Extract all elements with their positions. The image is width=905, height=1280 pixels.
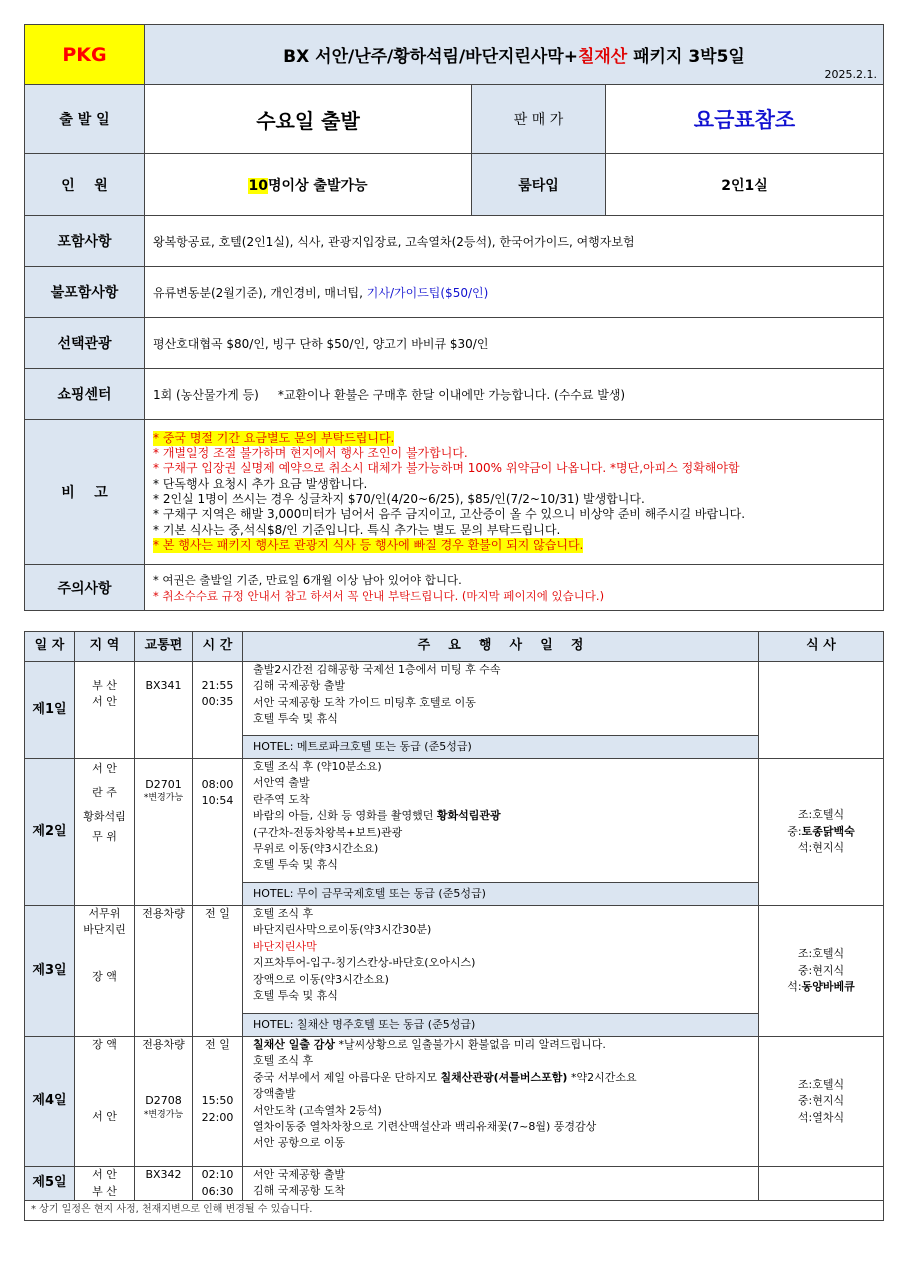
departure-label: 출 발 일 bbox=[25, 85, 145, 154]
title-highlight: 칠재산 bbox=[577, 47, 628, 67]
departure-value: 수요일 출발 bbox=[145, 85, 472, 154]
day-activities: 호텔 조식 후 (약10분소요) 서안역 출발 란주역 도착 바람의 아들, 신화 등 영화를 촬영했던 황화석림관광 (구간차-전동차왕복+보트)관광 무위로 이동(약3시간소요) 호텔 투숙 및 휴식 bbox=[243, 759, 759, 883]
day-meals bbox=[759, 662, 884, 759]
day-label: 제2일 bbox=[25, 759, 75, 906]
col-header-transport: 교통편 bbox=[135, 632, 193, 662]
col-header-itinerary: 주 요 행 사 일 정 bbox=[243, 632, 759, 662]
col-header-day: 일 자 bbox=[25, 632, 75, 662]
day-meals: 조:호텔식 중:현지식 석:열차식 bbox=[759, 1037, 884, 1167]
caution-item: * 취소수수료 규정 안내서 참고 하셔서 꼭 안내 부탁드립니다. (마지막 페이지에 있습니다.) bbox=[153, 588, 605, 603]
remark-item: * 2인실 1명이 쓰시는 경우 싱글차지 $70/인(4/20~6/25), $85/인(7/2~10/31) 발생합니다. bbox=[153, 492, 645, 506]
day-label: 제5일 bbox=[25, 1167, 75, 1201]
day-transport: 전용차량 D2708 *변경가능 bbox=[135, 1037, 193, 1167]
info-table bbox=[24, 24, 884, 611]
day-times: 02:10 06:30 bbox=[193, 1167, 243, 1201]
shopping-value: 1회 (농산물가게 등) *교환이나 환불은 구매후 한달 이내에만 가능합니다. (수수료 발생) bbox=[145, 369, 884, 420]
remarks-label: 비 고 bbox=[25, 420, 145, 565]
col-header-region: 지 역 bbox=[75, 632, 135, 662]
day-transport: BX341 bbox=[135, 662, 193, 759]
excluded-label: 불포함사항 bbox=[25, 267, 145, 318]
remark-item: * 중국 명절 기간 요금별도 문의 부탁드립니다. bbox=[153, 430, 395, 445]
day-label: 제4일 bbox=[25, 1037, 75, 1167]
day-times: 전 일 bbox=[193, 906, 243, 1037]
included-value: 왕복항공료, 호텔(2인1실), 식사, 관광지입장료, 고속열차(2등석), 한국어가이드, 여행자보험 bbox=[145, 216, 884, 267]
day-activities: 호텔 조식 후 바단지린사막으로이동(약3시간30분) 바단지린사막 지프차투어-입구-칭기스칸상-바단호(오아시스) 장액으로 이동(약3시간소요) 호텔 투숙 및 휴식 bbox=[243, 906, 759, 1014]
day-regions: 부 산 서 안 bbox=[75, 662, 135, 759]
schedule-footnote: * 상기 일정은 현지 사정, 천재지변으로 인해 변경될 수 있습니다. bbox=[25, 1201, 884, 1221]
caution-list bbox=[145, 565, 884, 611]
day-activities: 출발2시간전 김해공항 국제선 1층에서 미팅 후 수속 김해 국제공항 출발 서안 국제공항 도착 가이드 미팅후 호텔로 이동 호텔 투숙 및 휴식 bbox=[243, 662, 759, 736]
issue-date: 2025.2.1. bbox=[824, 68, 877, 81]
excluded-value: 유류변동분(2월기준), 개인경비, 매너팁, 기사/가이드팁($50/인) bbox=[145, 267, 884, 318]
remark-item: * 구채구 지역은 해발 3,000미터가 넘어서 음주 금지이고, 고산증이 올 수 있으니 비상약 준비 해주시길 바랍니다. bbox=[153, 507, 746, 522]
day-times: 전 일 15:50 22:00 bbox=[193, 1037, 243, 1167]
day-times: 21:55 00:35 bbox=[193, 662, 243, 759]
day-hotel: HOTEL: 무이 금무국제호텔 또는 동급 (준5성급) bbox=[243, 883, 759, 906]
price-label: 판 매 가 bbox=[472, 85, 606, 154]
remark-item: * 개별일정 조절 불가하며 현지에서 행사 조인이 불가합니다. bbox=[153, 446, 468, 461]
day-regions: 서 안 부 산 bbox=[75, 1167, 135, 1201]
day-meals: 조:호텔식 중:토종닭백숙 석:현지식 bbox=[759, 759, 884, 906]
day-transport: 전용차량 bbox=[135, 906, 193, 1037]
remark-item: * 구채구 입장권 실명제 예약으로 취소시 대체가 불가능하며 100% 위약금이 나옵니다. *명단,아피스 정확해야함 bbox=[153, 461, 740, 476]
col-header-time: 시 간 bbox=[193, 632, 243, 662]
day-activities: 서안 국제공항 출발 김해 국제공항 도착 bbox=[243, 1167, 759, 1201]
package-title bbox=[145, 25, 884, 85]
title-main: BX 서안/난주/황하석림/바단지린사막+ bbox=[283, 47, 578, 67]
day-transport: D2701 *변경가능 bbox=[135, 759, 193, 906]
day-label: 제3일 bbox=[25, 906, 75, 1037]
day-times: 08:00 10:54 bbox=[193, 759, 243, 906]
optional-tour-value: 평산호대협곡 $80/인, 빙구 단하 $50/인, 양고기 바비큐 $30/인 bbox=[145, 318, 884, 369]
day-transport: BX342 bbox=[135, 1167, 193, 1201]
day-hotel: HOTEL: 칠채산 명주호텔 또는 동급 (준5성급) bbox=[243, 1014, 759, 1037]
room-label: 룸타입 bbox=[472, 154, 606, 216]
caution-item: * 여권은 출발일 기준, 만료일 6개월 이상 남아 있어야 합니다. bbox=[153, 572, 462, 587]
day-regions: 장 액 서 안 bbox=[75, 1037, 135, 1167]
day-meals: 조:호텔식 중:현지식 석:동양바베큐 bbox=[759, 906, 884, 1037]
col-header-meals: 식 사 bbox=[759, 632, 884, 662]
remarks-list bbox=[145, 420, 884, 565]
caution-label: 주의사항 bbox=[25, 565, 145, 611]
schedule-table bbox=[24, 631, 884, 1221]
pkg-label: PKG bbox=[25, 25, 145, 85]
included-label: 포함사항 bbox=[25, 216, 145, 267]
remark-item: * 본 행사는 패키지 행사로 관광지 식사 등 행사에 빠질 경우 환불이 되지 않습니다. bbox=[153, 537, 584, 552]
room-value: 2인1실 bbox=[606, 154, 884, 216]
shopping-label: 쇼핑센터 bbox=[25, 369, 145, 420]
people-label: 인 원 bbox=[25, 154, 145, 216]
day-activities: 칠채산 일출 감상 *날씨상황으로 일출불가시 환불없음 미리 알려드립니다. 호텔 조식 후 중국 서부에서 제일 아름다운 단하지모 칠채산관광(셔틀버스포함) *약2시간소요 장액출발 서안도착 (고속열차 2등석) 열차이동중 열차차창으로 기련산맥설산과 백리유채꽃(7~8월) 풍경감상 서안 공항으로 이동 bbox=[243, 1037, 759, 1167]
day-label: 제1일 bbox=[25, 662, 75, 759]
day-regions: 서무위 바단지린 장 액 bbox=[75, 906, 135, 1037]
day-meals bbox=[759, 1167, 884, 1201]
title-tail: 패키지 3박5일 bbox=[627, 47, 745, 67]
optional-tour-label: 선택관광 bbox=[25, 318, 145, 369]
day-regions: 서 안 란 주 황화석림 무 위 bbox=[75, 759, 135, 906]
people-value: 10명이상 출발가능 bbox=[145, 154, 472, 216]
remark-item: * 단독행사 요청시 추가 요금 발생합니다. bbox=[153, 476, 368, 491]
day-hotel: HOTEL: 메트로파크호텔 또는 동급 (준5성급) bbox=[243, 736, 759, 759]
price-value: 요금표참조 bbox=[606, 85, 884, 154]
remark-item: * 기본 식사는 중,석식$8/인 기준입니다. 특식 추가는 별도 문의 부탁드립니다. bbox=[153, 522, 561, 537]
